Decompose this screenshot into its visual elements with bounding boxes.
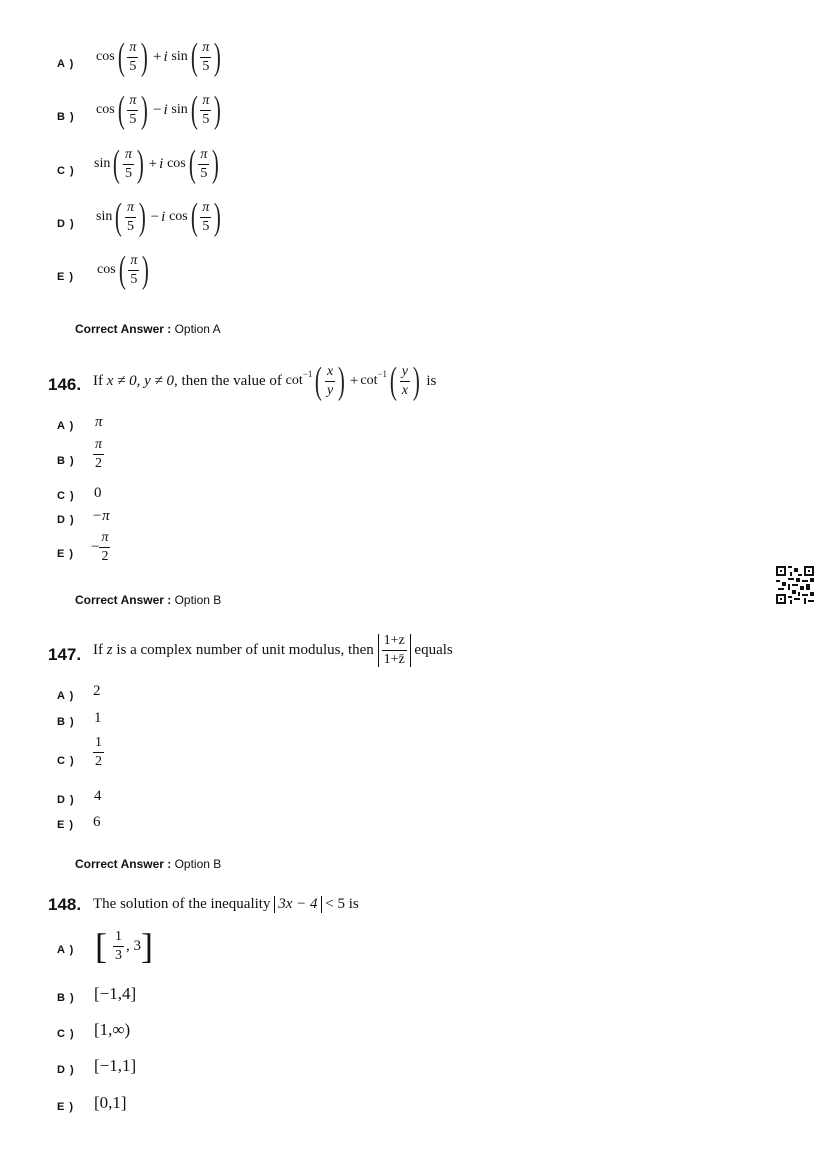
option-c-value: 0 — [94, 485, 102, 501]
correct-answer-146: Correct Answer : Option B — [75, 593, 222, 607]
option-label-e: E ) — [57, 819, 75, 831]
question-text: If z is a complex number of unit modulus, then $\frac{1+z}{1+z̄}$ equals — [93, 633, 453, 667]
option-d-value: −π — [92, 508, 110, 524]
option-label-d: D ) — [57, 794, 75, 806]
option-c-value: [1,∞) — [94, 1020, 131, 1039]
option-label-d: D ) — [57, 218, 75, 230]
option-label-c: C ) — [57, 1028, 75, 1040]
option-a-value: π — [95, 414, 103, 430]
option-c-value: $\frac{1}{2}$ — [95, 735, 102, 769]
option-e-expression: cos ( $\frac{\pi}{5}$ ) — [97, 249, 150, 291]
question-number: 147. — [48, 645, 82, 664]
option-label-c: C ) — [57, 165, 75, 177]
option-label-e: E ) — [57, 548, 75, 560]
option-d-value: [−1,1] — [94, 1056, 137, 1075]
option-label-b: B ) — [57, 111, 75, 123]
option-b-expression: cos ( $\frac{\pi}{5}$ ) − i sin ( $\frac{\pi}{5}$ ) — [96, 89, 222, 131]
option-label-e: E ) — [57, 271, 75, 283]
option-label-a: A ) — [57, 420, 75, 432]
correct-answer-prev: Correct Answer : Option A — [75, 322, 221, 336]
question-number: 146. — [48, 375, 82, 394]
option-c-expression: sin ( $\frac{\pi}{5}$ ) + i cos ( $\frac{\pi}{5}$ ) — [94, 143, 220, 185]
option-label-b: B ) — [57, 455, 75, 467]
option-b-value: [−1,4] — [94, 984, 137, 1003]
qr-code-icon — [776, 566, 814, 604]
option-b-value: 1 — [94, 710, 102, 726]
option-a-expression: cos ( $\frac{\pi}{5}$ ) + i sin ( $\frac{\pi}{5}$ ) — [96, 36, 222, 78]
option-label-d: D ) — [57, 1064, 75, 1076]
question-number: 148. — [48, 895, 82, 914]
option-e-value: − $\frac{\pi}{2}$ — [91, 530, 109, 564]
option-label-b: B ) — [57, 992, 75, 1004]
option-label-c: C ) — [57, 490, 75, 502]
option-e-value: [0,1] — [94, 1093, 127, 1112]
option-d-expression: sin ( $\frac{\pi}{5}$ ) − i cos ( $\frac{\pi}{5}$ ) — [96, 196, 222, 238]
option-label-e: E ) — [57, 1101, 75, 1113]
option-label-d: D ) — [57, 514, 75, 526]
option-label-a: A ) — [57, 944, 75, 956]
option-e-value: 6 — [93, 814, 101, 830]
option-b-value: $\frac{\pi}{2}$ — [95, 437, 103, 471]
correct-answer-147: Correct Answer : Option B — [75, 857, 222, 871]
option-a-value: 2 — [93, 683, 101, 699]
option-label-a: A ) — [57, 58, 75, 70]
question-text: If x ≠ 0, y ≠ 0 , then the value of cot −1 ( $\frac{x}{y}$ ) + cot −1 ( $\frac{y}{x}$ ) is — [93, 360, 437, 402]
option-label-c: C ) — [57, 755, 75, 767]
question-text: The solution of the inequality 3x − 4 < 5 is — [93, 896, 359, 912]
option-label-b: B ) — [57, 716, 75, 728]
option-label-a: A ) — [57, 690, 75, 702]
option-a-value: [ $\frac{1}{3}$ , 3 ] — [95, 926, 153, 966]
option-d-value: 4 — [94, 788, 102, 804]
